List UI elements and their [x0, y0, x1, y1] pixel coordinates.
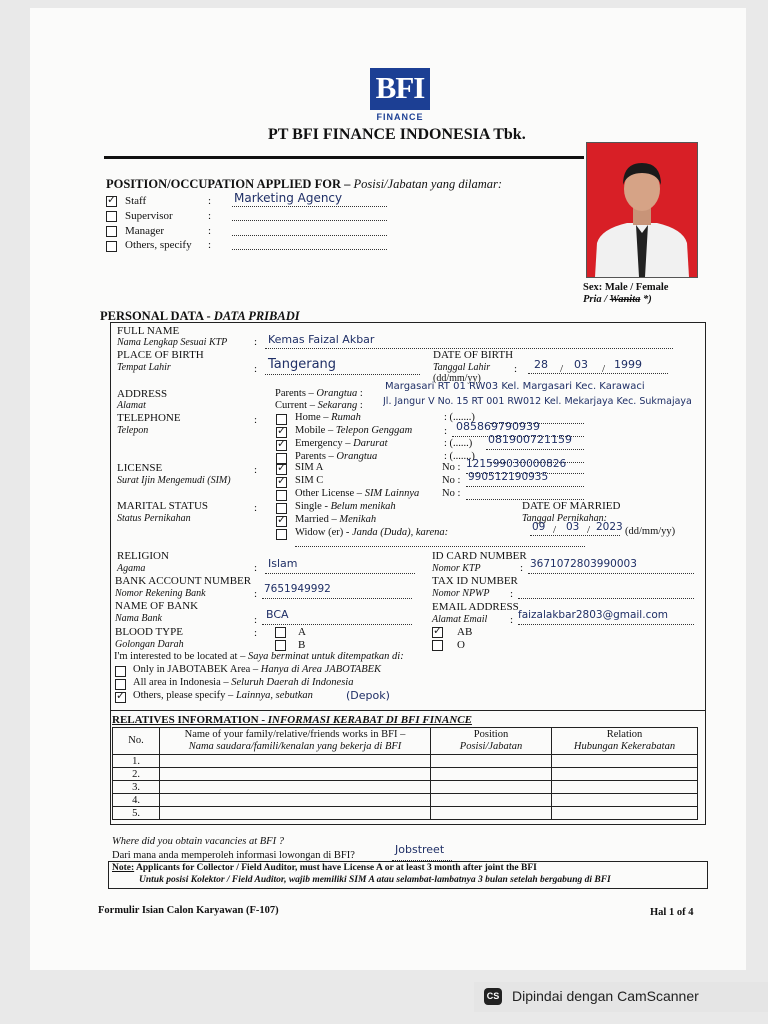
email-label: EMAIL ADDRESS: [432, 601, 519, 613]
colon: :: [444, 425, 448, 437]
marital-widow-checkbox[interactable]: [276, 529, 287, 540]
pob-sublabel: Tempat Lahir: [117, 362, 171, 373]
relatives-heading-en: RELATIVES INFORMATION -: [112, 714, 268, 726]
dob-year: 1999: [614, 358, 642, 371]
blood-o-checkbox[interactable]: [432, 640, 443, 651]
dotted-line: [265, 374, 420, 375]
area-indonesia-label: [133, 677, 353, 688]
dotted-line: [262, 598, 412, 599]
blood-a-checkbox[interactable]: [275, 627, 286, 638]
colon: :: [254, 464, 258, 476]
camscanner-badge-icon: CS: [484, 988, 502, 1005]
row-number: 2.: [113, 768, 160, 781]
religion-sublabel: Agama: [117, 563, 146, 574]
pob-label: PLACE OF BIRTH: [117, 349, 204, 361]
colon: :: [254, 627, 258, 639]
current-id: Sekarang: [317, 400, 358, 411]
position-heading: [106, 177, 502, 192]
area-jabotabek-en: Only in JABOTABEK Area –: [133, 664, 261, 675]
company-name: PT BFI FINANCE INDONESIA Tbk.: [268, 126, 526, 143]
date-slash: /: [602, 363, 606, 375]
dotted-line: [232, 206, 387, 207]
license-other-no-label: No :: [442, 488, 461, 499]
blood-sublabel: Golongan Darah: [115, 639, 184, 650]
marital-label: MARITAL STATUS: [117, 500, 209, 512]
date-slash: /: [560, 363, 564, 375]
footer-page-number: Hal 1 of 4: [650, 907, 694, 918]
col-position-id: Posisi/Jabatan: [459, 741, 523, 752]
tax-sublabel: Nomor NPWP: [432, 588, 490, 599]
colon: :: [510, 588, 514, 600]
dom-sublabel: Tanggal Pernikahan:: [522, 513, 607, 524]
marital-sublabel: Status Pernikahan: [117, 513, 191, 524]
sex-struck: Wanita: [609, 294, 641, 305]
dotted-line: [295, 546, 585, 547]
logo-subtitle: FINANCE: [376, 112, 424, 122]
license-other-en: Other License –: [295, 488, 365, 499]
tel-home-label: [295, 412, 361, 423]
marital-single-en: Single -: [295, 501, 331, 512]
position-others-label: Others, specify: [125, 239, 192, 251]
col-no-label: No.: [128, 735, 144, 746]
position-heading-en: POSITION/OCCUPATION APPLIED FOR –: [106, 177, 354, 191]
address-parents-label: Parents – Orangtua :: [275, 388, 363, 399]
area-jabotabek-label: [133, 664, 381, 675]
religion-value: Islam: [268, 557, 298, 570]
colon: :: [208, 210, 212, 222]
marital-married-checkbox[interactable]: [276, 516, 287, 527]
bankname-sublabel: Nama Bank: [115, 613, 162, 624]
colon: :: [254, 562, 258, 574]
tel-home-en: Home –: [295, 412, 332, 423]
license-sima-label: SIM A: [295, 462, 324, 473]
blood-ab-label: AB: [457, 626, 473, 638]
footer-form-name: Formulir Isian Calon Karyawan (F-107): [98, 905, 279, 916]
full-name-label: FULL NAME: [117, 325, 180, 337]
colon: :: [208, 195, 212, 207]
position-manager-label: Manager: [125, 225, 165, 237]
bankacc-sublabel: Nomor Rekening Bank: [115, 588, 206, 599]
interest-text: [114, 651, 404, 662]
marital-widow-label: [295, 527, 448, 538]
interest-en: I'm interested to be located at –: [114, 651, 248, 662]
dob-day: 28: [534, 358, 548, 371]
tel-parents-label: [295, 451, 377, 462]
license-simc-no: 990512190935: [468, 471, 549, 483]
position-staff-checkbox[interactable]: [106, 196, 117, 207]
marital-widow-en: Widow (er) -: [295, 527, 353, 538]
tel-emergency-label: [295, 438, 388, 449]
blood-b-checkbox[interactable]: [275, 640, 286, 651]
tel-home-id: Rumah: [331, 412, 361, 423]
marital-single-label: [295, 501, 396, 512]
dob-month: 03: [574, 358, 588, 371]
dotted-line: [518, 624, 694, 625]
license-simc-no-label: No :: [442, 475, 461, 486]
area-jabotabek-checkbox[interactable]: [115, 666, 126, 677]
blood-a-label: A: [298, 626, 306, 638]
bankacc-label: BANK ACCOUNT NUMBER: [115, 575, 252, 587]
license-sima-no-label: No :: [442, 462, 461, 473]
col-relation-en: Relation: [606, 729, 643, 740]
colon: :: [254, 363, 258, 375]
tel-mobile-en: Mobile –: [295, 425, 336, 436]
date-slash: /: [553, 524, 557, 536]
colon: :: [510, 614, 514, 626]
personal-heading-id: DATA PRIBADI: [213, 309, 300, 323]
marital-married-en: Married –: [295, 514, 340, 525]
position-manager-checkbox[interactable]: [106, 226, 117, 237]
note-en: Applicants for Collector / Field Auditor, must have License A or at least 3 month after joint the BFI: [136, 863, 537, 873]
dotted-line: [528, 373, 668, 374]
colon: :: [520, 562, 524, 574]
tax-label: TAX ID NUMBER: [432, 575, 518, 587]
address-current-label: Current – Sekarang :: [275, 400, 363, 411]
row-number: 4.: [113, 794, 160, 807]
email-value: faizalakbar2803@gmail.com: [518, 609, 668, 621]
dotted-line: [528, 573, 694, 574]
tel-emergency-en: Emergency –: [295, 438, 354, 449]
tel-parents-id: Orangtua: [336, 451, 378, 462]
marital-married-label: [295, 514, 376, 525]
tel-emergency-field: : (......): [444, 438, 473, 449]
blood-label: BLOOD TYPE: [115, 626, 183, 638]
col-name-en: Name of your family/relative/friends works in BFI –: [184, 729, 406, 740]
colon: :: [254, 414, 258, 426]
position-staff-label: Staff: [125, 195, 147, 207]
colon: :: [254, 588, 258, 600]
current-en: Current –: [275, 400, 318, 411]
vacancy-answer: Jobstreet: [395, 843, 445, 856]
colon: :: [254, 614, 258, 626]
dotted-line: [232, 235, 387, 236]
sex-sublabel: Pria / Wanita *): [583, 294, 652, 305]
area-jabotabek-id: Hanya di Area JABOTABEK: [260, 664, 382, 675]
header-rule: [104, 156, 584, 159]
blood-b-label: B: [298, 639, 306, 651]
dob-label: DATE OF BIRTH: [433, 349, 514, 361]
area-indonesia-en: All area in Indonesia –: [133, 677, 232, 688]
note-label: Note:: [112, 863, 135, 873]
dom-day: 09: [532, 521, 546, 533]
position-others-checkbox[interactable]: [106, 241, 117, 252]
license-label: LICENSE: [117, 462, 163, 474]
row-number: 1.: [113, 755, 160, 768]
dotted-line: [530, 535, 620, 536]
row-number: 5.: [113, 807, 160, 820]
dotted-line: [232, 249, 387, 250]
vacancy-question-id: Dari mana anda memperoleh informasi lowongan di BFI?: [112, 850, 355, 861]
applicant-photo: [586, 142, 698, 278]
address-label: ADDRESS: [117, 388, 168, 400]
dom-month: 03: [566, 521, 580, 533]
dotted-line: [518, 598, 694, 599]
dom-format: (dd/mm/yy): [625, 526, 676, 537]
area-others-id: Lainnya, sebutkan: [235, 690, 313, 701]
marital-widow-id: Janda (Duda), karena:: [352, 527, 449, 538]
dotted-line: [265, 573, 415, 574]
tel-emergency-value: 081900721159: [488, 433, 572, 446]
date-slash: /: [587, 524, 591, 536]
tel-emergency-id: Darurat: [353, 438, 388, 449]
dom-year: 2023: [596, 521, 623, 533]
tel-mobile-id: Telepon Genggam: [335, 425, 413, 436]
note-text-en: [112, 863, 537, 873]
marital-married-id: Menikah: [339, 514, 377, 525]
parents-id: Orangtua: [316, 388, 358, 399]
logo-letters: BFI: [375, 70, 425, 105]
idcard-label: ID CARD NUMBER: [432, 550, 527, 562]
position-heading-id: Posisi/Jabatan yang dilamar:: [353, 177, 503, 191]
blood-o-label: O: [457, 639, 465, 651]
person-photo-icon: [587, 143, 697, 277]
personal-heading-en: PERSONAL DATA -: [100, 309, 214, 323]
parents-en: Parents –: [275, 388, 317, 399]
colon: :: [254, 336, 258, 348]
note-text-id: Untuk posisi Kolektor / Field Auditor, wajib memiliki SIM A atau selambat-lambatnya 3 bulan setelah bergabung di BFI: [139, 875, 611, 885]
area-others-en: Others, please specify –: [133, 690, 236, 701]
col-position-en: Position: [473, 729, 509, 740]
marital-single-id: Belum menikah: [330, 501, 396, 512]
telephone-sublabel: Telepon: [117, 425, 149, 436]
bankacc-value: 7651949992: [264, 583, 331, 595]
dom-label: DATE OF MARRIED: [522, 500, 621, 512]
position-supervisor-checkbox[interactable]: [106, 211, 117, 222]
license-other-id: SIM Lainnya: [364, 488, 420, 499]
bfi-logo: [370, 68, 430, 110]
idcard-value: 3671072803990003: [530, 558, 637, 570]
dotted-line: [232, 220, 387, 221]
relatives-box: [110, 711, 706, 825]
license-simc-checkbox[interactable]: [276, 477, 287, 488]
col-name-id: Nama saudara/famili/kenalan yang bekerja di BFI: [188, 741, 402, 752]
area-others-label: [133, 690, 313, 701]
area-others-checkbox[interactable]: [115, 692, 126, 703]
telephone-label: TELEPHONE: [117, 412, 181, 424]
camscanner-text: Dipindai dengan CamScanner: [512, 988, 699, 1004]
license-simc-label: SIM C: [295, 475, 324, 486]
blood-ab-checkbox[interactable]: [432, 627, 443, 638]
tel-parents-en: Parents –: [295, 451, 337, 462]
position-supervisor-label: Supervisor: [125, 210, 173, 222]
col-relation-id: Hubungan Kekerabatan: [573, 741, 676, 752]
colon: :: [208, 225, 212, 237]
row-number: 3.: [113, 781, 160, 794]
address-current-value: Jl. Jangur V No. 15 RT 001 RW012 Kel. Mekarjaya Kec. Sukmajaya: [383, 396, 692, 407]
dob-sublabel: Tanggal Lahir: [433, 362, 491, 373]
camscanner-watermark: [474, 982, 768, 1012]
dotted-line: [486, 449, 584, 450]
relatives-heading-id: INFORMASI KERABAT DI BFI FINANCE: [267, 714, 472, 726]
address-sublabel: Alamat: [117, 400, 146, 411]
colon: :: [514, 363, 518, 375]
dob-format: (dd/mm/yy): [433, 373, 481, 384]
full-name-value: Kemas Faizal Akbar: [268, 333, 375, 346]
position-staff-value: Marketing Agency: [234, 191, 343, 205]
license-other-checkbox[interactable]: [276, 490, 287, 501]
vacancy-question-en: Where did you obtain vacancies at BFI ?: [112, 836, 284, 847]
full-name-sublabel: Nama Lengkap Sesuai KTP: [117, 337, 228, 348]
tel-emergency-checkbox[interactable]: [276, 440, 287, 451]
tel-mobile-value: 085869790939: [456, 420, 540, 433]
address-parents-value: Margasari RT 01 RW03 Kel. Margasari Kec. Karawaci: [385, 381, 645, 392]
license-other-label: [295, 488, 419, 499]
dotted-line: [466, 486, 584, 487]
colon: :: [254, 502, 258, 514]
pob-value: Tangerang: [268, 357, 337, 372]
colon: :: [208, 239, 212, 251]
tel-mobile-label: [295, 425, 412, 436]
tel-parents-field: : (.......): [444, 451, 475, 462]
email-sublabel: Alamat Email: [432, 614, 488, 625]
idcard-sublabel: Nomor KTP: [432, 563, 481, 574]
interest-id: Saya berminat untuk ditempatkan di:: [247, 651, 404, 662]
bankname-value: BCA: [266, 608, 289, 621]
tel-home-field: : (.......): [444, 412, 475, 423]
religion-label: RELIGION: [117, 550, 169, 562]
sex-label: Sex: Male / Female: [583, 282, 669, 293]
dotted-line: [262, 624, 412, 625]
area-others-value: (Depok): [346, 689, 390, 702]
bankname-label: NAME OF BANK: [115, 600, 199, 612]
license-sima-no: 121599030000826: [466, 458, 567, 470]
area-indonesia-id: Seluruh Daerah di Indonesia: [231, 677, 354, 688]
license-sublabel: Surat Ijin Mengemudi (SIM): [117, 475, 231, 486]
